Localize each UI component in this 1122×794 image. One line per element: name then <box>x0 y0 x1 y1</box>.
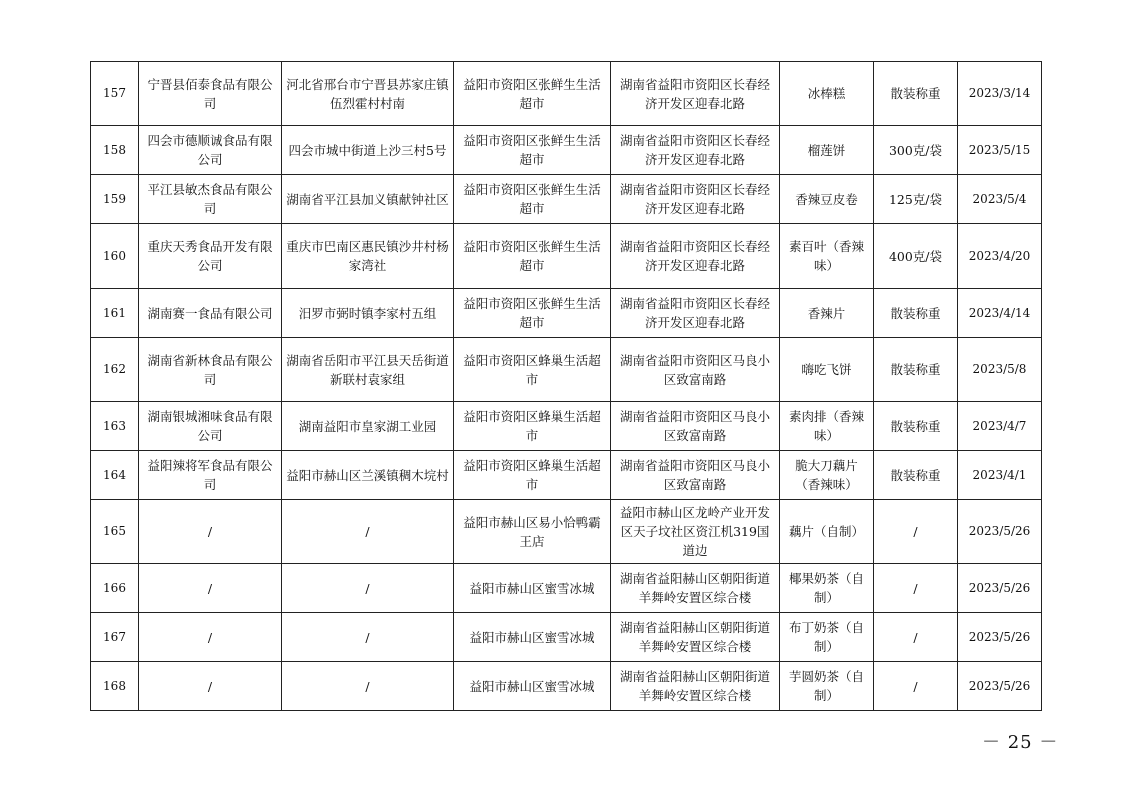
specification: 散装称重 <box>874 451 958 500</box>
table-row <box>91 126 1042 175</box>
seller-name: 益阳市赫山区蜜雪冰城 <box>454 613 611 662</box>
producer-name: / <box>139 613 282 662</box>
producer-name: 平江县敏杰食品有限公司 <box>139 175 282 224</box>
seller-name: 益阳市资阳区蜂巢生活超市 <box>454 338 611 402</box>
row-number: 168 <box>91 662 139 711</box>
seller-address: 湖南省益阳赫山区朝阳街道羊舞岭安置区综合楼 <box>611 613 780 662</box>
seller-name: 益阳市赫山区易小恰鸭霸王店 <box>454 500 611 564</box>
product-name: 脆大刀藕片（香辣味） <box>780 451 874 500</box>
producer-name: / <box>139 662 282 711</box>
specification: / <box>874 662 958 711</box>
row-number: 165 <box>91 500 139 564</box>
row-number: 159 <box>91 175 139 224</box>
producer-name: 四会市德顺诚食品有限公司 <box>139 126 282 175</box>
product-name: 榴莲饼 <box>780 126 874 175</box>
row-number: 158 <box>91 126 139 175</box>
seller-address: 湖南省益阳赫山区朝阳街道羊舞岭安置区综合楼 <box>611 662 780 711</box>
producer-address: / <box>282 500 454 564</box>
product-name: 香辣豆皮卷 <box>780 175 874 224</box>
producer-name: 重庆天秀食品开发有限公司 <box>139 224 282 289</box>
product-name: 藕片（自制） <box>780 500 874 564</box>
sampling-table <box>90 61 1042 711</box>
seller-address: 湖南省益阳市资阳区马良小区致富南路 <box>611 451 780 500</box>
specification: / <box>874 613 958 662</box>
production-date: 2023/4/1 <box>958 451 1042 500</box>
seller-name: 益阳市资阳区张鲜生生活超市 <box>454 126 611 175</box>
producer-address: 河北省邢台市宁晋县苏家庄镇伍烈霍村村南 <box>282 62 454 126</box>
row-number: 167 <box>91 613 139 662</box>
table-row <box>91 662 1042 711</box>
production-date: 2023/5/26 <box>958 662 1042 711</box>
seller-name: 益阳市赫山区蜜雪冰城 <box>454 662 611 711</box>
specification: 125克/袋 <box>874 175 958 224</box>
row-number: 160 <box>91 224 139 289</box>
product-name: 布丁奶茶（自制） <box>780 613 874 662</box>
producer-name: / <box>139 564 282 613</box>
seller-address: 益阳市赫山区龙岭产业开发区天子坟社区资江机319国道边 <box>611 500 780 564</box>
product-name: 嗨吃飞饼 <box>780 338 874 402</box>
row-number: 164 <box>91 451 139 500</box>
product-name: 素百叶（香辣味） <box>780 224 874 289</box>
producer-address: 汨罗市弼时镇李家村五组 <box>282 289 454 338</box>
table-row <box>91 175 1042 224</box>
production-date: 2023/5/4 <box>958 175 1042 224</box>
specification: 300克/袋 <box>874 126 958 175</box>
production-date: 2023/5/26 <box>958 564 1042 613</box>
row-number: 166 <box>91 564 139 613</box>
seller-name: 益阳市资阳区张鲜生生活超市 <box>454 224 611 289</box>
producer-name: 湖南赛一食品有限公司 <box>139 289 282 338</box>
seller-address: 湖南省益阳市资阳区马良小区致富南路 <box>611 338 780 402</box>
table-row <box>91 613 1042 662</box>
table-row <box>91 62 1042 126</box>
producer-address: / <box>282 662 454 711</box>
specification: 散装称重 <box>874 338 958 402</box>
seller-name: 益阳市资阳区张鲜生生活超市 <box>454 175 611 224</box>
table-row <box>91 224 1042 289</box>
table-row <box>91 500 1042 564</box>
row-number: 157 <box>91 62 139 126</box>
row-number: 161 <box>91 289 139 338</box>
seller-address: 湖南省益阳市资阳区长春经济开发区迎春北路 <box>611 289 780 338</box>
seller-name: 益阳市资阳区蜂巢生活超市 <box>454 451 611 500</box>
page-number: － 25 － <box>982 732 1059 753</box>
seller-name: 益阳市资阳区张鲜生生活超市 <box>454 289 611 338</box>
production-date: 2023/4/14 <box>958 289 1042 338</box>
producer-name: 湖南省新林食品有限公司 <box>139 338 282 402</box>
production-date: 2023/5/8 <box>958 338 1042 402</box>
seller-address: 湖南省益阳市资阳区长春经济开发区迎春北路 <box>611 224 780 289</box>
producer-address: 湖南省平江县加义镇献钟社区 <box>282 175 454 224</box>
product-name: 椰果奶茶（自制） <box>780 564 874 613</box>
seller-address: 湖南省益阳赫山区朝阳街道羊舞岭安置区综合楼 <box>611 564 780 613</box>
product-name: 芋圆奶茶（自制） <box>780 662 874 711</box>
producer-name: 湖南银城湘味食品有限公司 <box>139 402 282 451</box>
producer-name: 宁晋县佰泰食品有限公司 <box>139 62 282 126</box>
table-row <box>91 289 1042 338</box>
producer-address: 重庆市巴南区惠民镇沙井村杨家湾社 <box>282 224 454 289</box>
seller-name: 益阳市资阳区张鲜生生活超市 <box>454 62 611 126</box>
producer-address: / <box>282 564 454 613</box>
table-row <box>91 451 1042 500</box>
producer-address: / <box>282 613 454 662</box>
seller-address: 湖南省益阳市资阳区长春经济开发区迎春北路 <box>611 62 780 126</box>
production-date: 2023/5/15 <box>958 126 1042 175</box>
specification: 散装称重 <box>874 289 958 338</box>
specification: / <box>874 564 958 613</box>
production-date: 2023/5/26 <box>958 613 1042 662</box>
product-name: 素肉排（香辣味） <box>780 402 874 451</box>
production-date: 2023/3/14 <box>958 62 1042 126</box>
production-date: 2023/4/7 <box>958 402 1042 451</box>
row-number: 162 <box>91 338 139 402</box>
production-date: 2023/5/26 <box>958 500 1042 564</box>
production-date: 2023/4/20 <box>958 224 1042 289</box>
specification: 散装称重 <box>874 402 958 451</box>
table-row <box>91 402 1042 451</box>
product-name: 香辣片 <box>780 289 874 338</box>
specification: / <box>874 500 958 564</box>
producer-address: 益阳市赫山区兰溪镇稠木垸村 <box>282 451 454 500</box>
seller-address: 湖南省益阳市资阳区长春经济开发区迎春北路 <box>611 175 780 224</box>
specification: 散装称重 <box>874 62 958 126</box>
specification: 400克/袋 <box>874 224 958 289</box>
table-row <box>91 338 1042 402</box>
row-number: 163 <box>91 402 139 451</box>
product-name: 冰棒糕 <box>780 62 874 126</box>
producer-address: 湖南省岳阳市平江县天岳街道新联村袁家组 <box>282 338 454 402</box>
seller-address: 湖南省益阳市资阳区马良小区致富南路 <box>611 402 780 451</box>
table-row <box>91 564 1042 613</box>
seller-address: 湖南省益阳市资阳区长春经济开发区迎春北路 <box>611 126 780 175</box>
seller-name: 益阳市赫山区蜜雪冰城 <box>454 564 611 613</box>
seller-name: 益阳市资阳区蜂巢生活超市 <box>454 402 611 451</box>
producer-address: 湖南益阳市皇家湖工业园 <box>282 402 454 451</box>
producer-address: 四会市城中街道上沙三村5号 <box>282 126 454 175</box>
producer-name: / <box>139 500 282 564</box>
producer-name: 益阳辣将军食品有限公司 <box>139 451 282 500</box>
